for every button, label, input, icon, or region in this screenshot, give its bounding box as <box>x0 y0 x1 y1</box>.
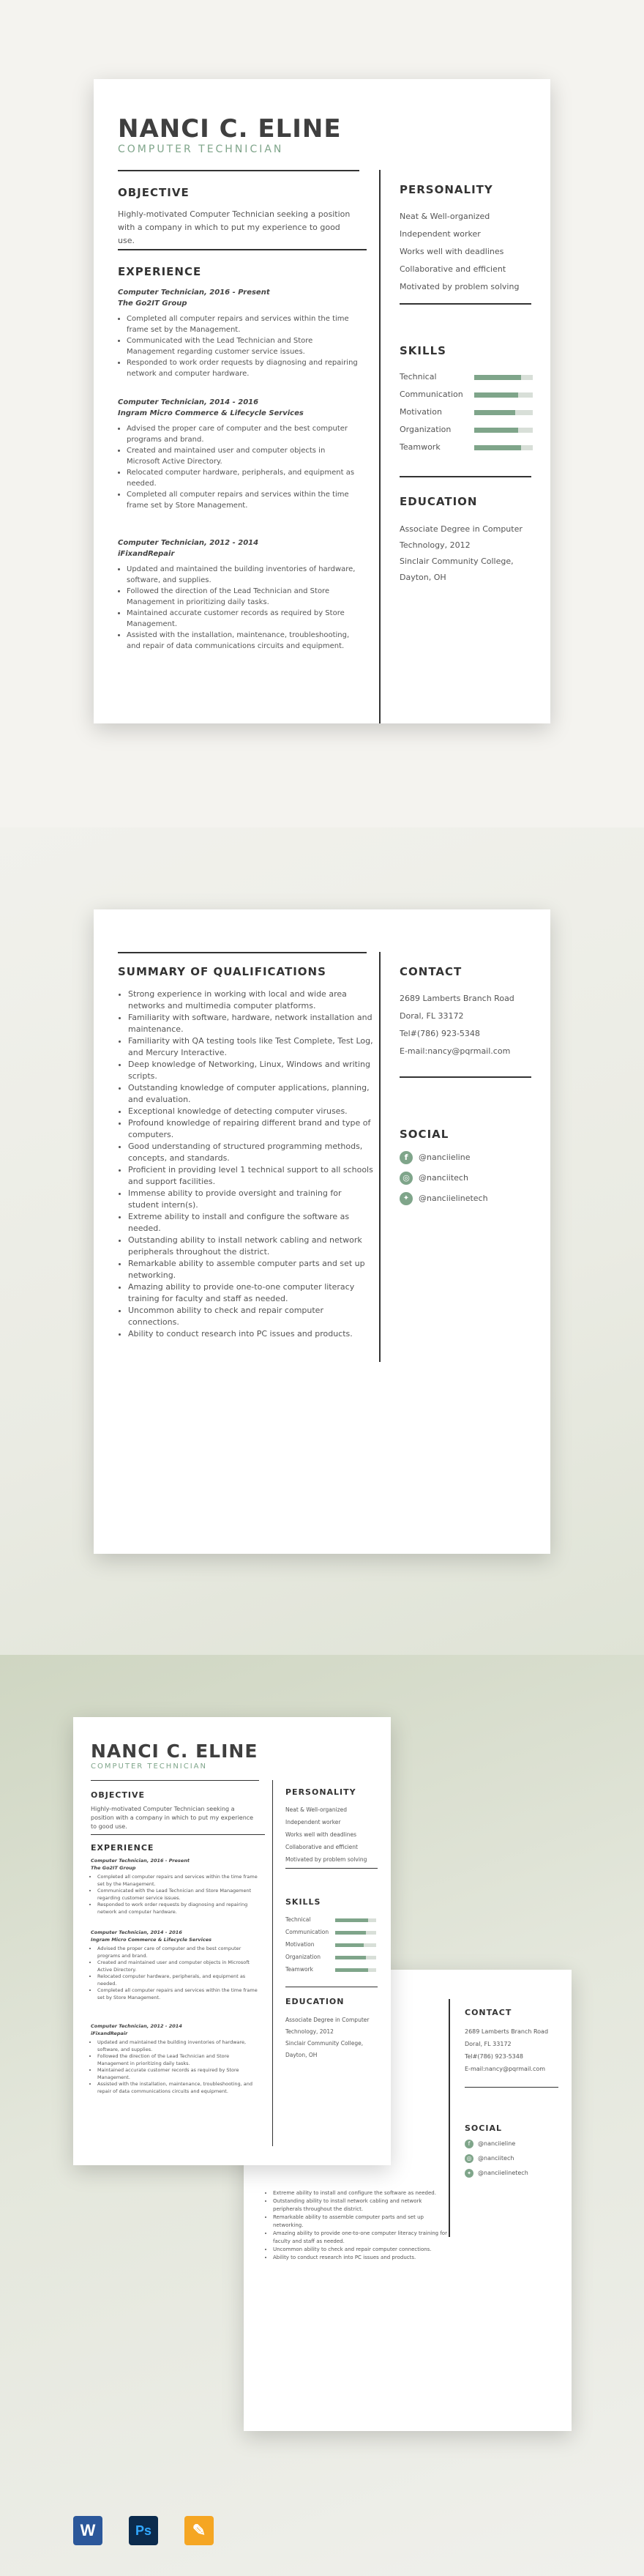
preview-qualifications-list <box>264 2189 452 2262</box>
list-item: • Proficient in providing level 1 technical support to all schools and support facilities. <box>128 1164 373 1188</box>
skill-label: Technical <box>400 372 437 381</box>
list-item: • Relocated computer hardware, peripherals, and equipment as needed. <box>97 1973 261 1987</box>
list-item: • Completed all computer repairs and services within the time frame set by the Management. <box>127 313 359 335</box>
list-item: • Familiarity with software, hardware, network installation and maintenance. <box>128 1012 373 1035</box>
facebook-icon: f <box>400 1151 413 1164</box>
job-bullets <box>91 1874 261 1916</box>
social-handle: @nanciielinetech <box>478 2170 528 2176</box>
list-item: • Deep knowledge of Networking, Linux, Windows and writing scripts. <box>128 1059 373 1082</box>
skills-heading: SKILLS <box>400 344 446 357</box>
personality-list <box>285 1803 388 1866</box>
education-line: Technology, 2012 <box>400 540 471 550</box>
list-item: • Uncommon ability to check and repair computer connections. <box>128 1305 373 1328</box>
instagram-icon: ◎ <box>465 2154 473 2163</box>
social-heading: SOCIAL <box>465 2123 502 2133</box>
list-item: • Outstanding ability to install network cabling and network peripherals throughout the district. <box>128 1235 373 1258</box>
experience-heading: EXPERIENCE <box>91 1843 154 1853</box>
list-item: • Updated and maintained the building inventories of hardware, software, and supplies. <box>97 2039 261 2053</box>
skill-label: Technical <box>285 1916 311 1923</box>
contact-address: 2689 Lamberts Branch Road <box>400 994 514 1003</box>
skill-label: Motivation <box>400 407 442 417</box>
list-item: Works well with deadlines <box>400 247 504 256</box>
skill-bar <box>474 392 533 398</box>
experience-heading: EXPERIENCE <box>118 265 202 278</box>
list-item: Independent worker <box>285 1819 341 1825</box>
list-item: Independent worker <box>400 229 481 239</box>
list-item: • Created and maintained user and computer objects in Microsoft Active Directory. <box>127 445 359 467</box>
contact-address: 2689 Lamberts Branch Road <box>465 2028 549 2035</box>
contact-email: E-mail:nancy@pqrmail.com <box>400 1046 511 1056</box>
job-1 <box>91 1858 261 1916</box>
job-bullets <box>118 564 359 652</box>
list-item: • Remarkable ability to assemble computer parts and set up networking. <box>273 2214 452 2230</box>
contact-phone: Tel#(786) 923-5348 <box>400 1029 480 1038</box>
skill-bar-fill <box>474 375 521 380</box>
qualifications-heading: SUMMARY OF QUALIFICATIONS <box>118 965 326 978</box>
contact-details <box>400 990 543 1060</box>
list-item: • Immense ability to provide oversight and training for student intern(s). <box>128 1188 373 1211</box>
list-item: • Relocated computer hardware, peripherals, and equipment as needed. <box>127 467 359 489</box>
vertical-divider <box>379 170 381 723</box>
list-item: • Profound knowledge of repairing different brand and type of computers. <box>128 1117 373 1141</box>
list-item: • Completed all computer repairs and services within the time frame set by Store Management. <box>127 489 359 511</box>
pages-icon: ✎ <box>184 2516 214 2545</box>
list-item: Collaborative and efficient <box>400 264 506 274</box>
list-item: • Ability to conduct research into PC issues and products. <box>273 2254 452 2262</box>
skills-heading: SKILLS <box>285 1897 321 1907</box>
job-bullets <box>91 2039 261 2095</box>
objective-heading: OBJECTIVE <box>118 186 190 199</box>
contact-details <box>465 2025 567 2075</box>
skill-bar <box>474 428 533 433</box>
divider-education <box>400 476 531 477</box>
job-2 <box>118 397 359 511</box>
resume-page-2 <box>94 909 550 1554</box>
list-item: • Amazing ability to provide one-to-one computer literacy training for faculty and staff as needed. <box>128 1281 373 1305</box>
education-line: Sinclair Community College, <box>285 2040 364 2047</box>
list-item: • Extreme ability to install and configure the software as needed. <box>273 2189 452 2197</box>
skills-list <box>400 372 536 467</box>
skill-label: Teamwork <box>285 1966 313 1973</box>
skill-bar <box>335 1931 376 1935</box>
divider-experience-left <box>91 1834 265 1835</box>
job-3 <box>118 537 359 652</box>
job-title: Computer Technician, 2012 - 2014 <box>91 2023 182 2029</box>
contact-email: E-mail:nancy@pqrmail.com <box>465 2066 546 2072</box>
contact-heading: CONTACT <box>400 965 463 978</box>
skill-bar-fill <box>335 1968 368 1972</box>
job-company: iFixandRepair <box>118 550 175 558</box>
job-2 <box>91 1929 261 2001</box>
objective-text: Highly-motivated Computer Technician seeking a position with a company in which to put my experience to good use. <box>91 1806 254 1830</box>
list-item: Neat & Well-organized <box>400 212 490 221</box>
list-item: Neat & Well-organized <box>285 1806 348 1813</box>
divider-objective <box>118 170 359 171</box>
skill-label: Organization <box>285 1954 321 1960</box>
job-bullets <box>91 1946 261 2001</box>
list-item: • Responded to work order requests by diagnosing and repairing network and computer hardware. <box>127 357 359 379</box>
divider-social <box>465 2087 558 2088</box>
list-item: • Maintained accurate customer records as required by Store Management. <box>97 2067 261 2081</box>
education-heading: EDUCATION <box>400 495 478 508</box>
personality-heading: PERSONALITY <box>285 1787 356 1797</box>
social-handle: @nanciieline <box>478 2140 516 2147</box>
skill-bar-fill <box>335 1931 366 1935</box>
list-item: Collaborative and efficient <box>285 1844 358 1850</box>
personality-heading: PERSONALITY <box>400 183 493 196</box>
skill-bar-fill <box>474 392 518 398</box>
facebook-icon: f <box>465 2140 473 2148</box>
education-line: Technology, 2012 <box>285 2028 334 2035</box>
list-item: • Updated and maintained the building inventories of hardware, software, and supplies. <box>127 564 359 586</box>
list-item: • Completed all computer repairs and services within the time frame set by Store Management. <box>97 1987 261 2001</box>
skill-label: Communication <box>285 1929 329 1935</box>
list-item: • Assisted with the installation, maintenance, troubleshooting, and repair of data communications circuits and equipment. <box>97 2081 261 2095</box>
word-icon: W <box>73 2516 102 2545</box>
photoshop-icon: Ps <box>129 2516 158 2545</box>
objective-text: Highly-motivated Computer Technician seeking a position with a company in which to put my experience to good use. <box>118 209 351 245</box>
resume-title: COMPUTER TECHNICIAN <box>118 144 284 155</box>
job-company: Ingram Micro Commerce & Lifecycle Services <box>118 409 304 417</box>
contact-heading: CONTACT <box>465 2008 512 2017</box>
job-title: Computer Technician, 2014 - 2016 <box>91 1929 182 1935</box>
list-item: Motivated by problem solving <box>285 1856 367 1863</box>
skill-bar <box>335 1943 376 1947</box>
social-heading: SOCIAL <box>400 1128 449 1141</box>
qualifications-list <box>118 989 373 1340</box>
twitter-icon: ✦ <box>465 2169 473 2178</box>
personality-list <box>400 208 539 296</box>
social-handle: @nanciielinetech <box>419 1194 488 1203</box>
contact-city: Doral, FL 33172 <box>400 1011 464 1021</box>
divider-skills <box>285 1868 378 1869</box>
skill-bar-fill <box>474 445 521 450</box>
list-item: • Advised the proper care of computer and the best computer programs and brand. <box>97 1946 261 1959</box>
job-company: iFixandRepair <box>91 2030 128 2036</box>
objective-heading: OBJECTIVE <box>91 1790 146 1800</box>
job-title: Computer Technician, 2016 - Present <box>91 1858 190 1864</box>
list-item: • Maintained accurate customer records as required by Store Management. <box>127 608 359 630</box>
resume-page-1 <box>94 79 550 723</box>
divider-skills <box>400 303 531 305</box>
skill-bar <box>474 410 533 415</box>
job-3 <box>91 2023 261 2095</box>
twitter-icon: ✦ <box>400 1192 413 1205</box>
list-item: • Amazing ability to provide one-to-one computer literacy training for faculty and staff as needed. <box>273 2230 452 2246</box>
education-line: Associate Degree in Computer <box>400 524 523 534</box>
skill-bar <box>335 1918 376 1922</box>
list-item: Works well with deadlines <box>285 1831 357 1838</box>
contact-phone: Tel#(786) 923-5348 <box>465 2053 523 2060</box>
skill-bar <box>474 375 533 380</box>
skill-label: Teamwork <box>400 442 441 452</box>
list-item: • Created and maintained user and computer objects in Microsoft Active Directory. <box>97 1959 261 1973</box>
skill-bar-fill <box>335 1943 364 1947</box>
skill-bar-fill <box>474 410 515 415</box>
education-text <box>400 521 539 586</box>
list-item: • Remarkable ability to assemble computer parts and set up networking. <box>128 1258 373 1281</box>
list-item: • Responded to work order requests by diagnosing and repairing network and computer hardware. <box>97 1902 261 1916</box>
education-line: Associate Degree in Computer <box>285 2017 370 2023</box>
vertical-divider <box>272 1780 273 2146</box>
job-1 <box>118 287 359 379</box>
social-handle: @nanciieline <box>419 1153 471 1162</box>
list-item: • Outstanding ability to install network cabling and network peripherals throughout the district. <box>273 2197 452 2214</box>
job-title: Computer Technician, 2016 - Present <box>118 289 270 297</box>
list-item: • Assisted with the installation, maintenance, troubleshooting, and repair of data communications circuits and equipment. <box>127 630 359 652</box>
job-bullets <box>118 313 359 379</box>
list-item: Motivated by problem solving <box>400 282 520 291</box>
job-company: The Go2IT Group <box>91 1864 136 1871</box>
education-line: Dayton, OH <box>285 2052 318 2058</box>
skill-bar <box>335 1956 376 1959</box>
job-company: Ingram Micro Commerce & Lifecycle Services <box>91 1936 212 1943</box>
list-item: • Completed all computer repairs and services within the time frame set by the Management. <box>97 1874 261 1888</box>
skill-bar <box>335 1968 376 1972</box>
list-item: • Followed the direction of the Lead Technician and Store Management in prioritizing daily tasks. <box>127 586 359 608</box>
skills-list <box>285 1916 388 1982</box>
divider-objective <box>91 1780 259 1781</box>
job-title: Computer Technician, 2012 - 2014 <box>118 539 259 547</box>
list-item: • Extreme ability to install and configure the software as needed. <box>128 1211 373 1235</box>
education-heading: EDUCATION <box>285 1997 345 2006</box>
list-item: • Ability to conduct research into PC issues and products. <box>128 1328 373 1340</box>
list-item: • Strong experience in working with local and wide area networks and multimedia computer platforms. <box>128 989 373 1012</box>
list-item: • Uncommon ability to check and repair computer connections. <box>273 2246 452 2254</box>
skill-label: Communication <box>400 390 463 399</box>
education-line: Dayton, OH <box>400 573 446 582</box>
social-handle: @nanciitech <box>478 2155 514 2162</box>
list-item: • Good understanding of structured programming methods, concepts, and standards. <box>128 1141 373 1164</box>
list-item: • Communicated with the Lead Technician and Store Management regarding customer service issues. <box>97 1888 261 1902</box>
skill-bar <box>474 445 533 450</box>
resume-title: COMPUTER TECHNICIAN <box>91 1762 207 1771</box>
skill-bar-fill <box>474 428 518 433</box>
list-item: • Exceptional knowledge of detecting computer viruses. <box>128 1106 373 1117</box>
list-item: • Outstanding knowledge of computer applications, planning, and evaluation. <box>128 1082 373 1106</box>
divider-qualifications <box>118 952 367 953</box>
divider-experience-left <box>118 249 367 250</box>
skill-label: Motivation <box>285 1941 315 1948</box>
list-item: • Familiarity with QA testing tools like Test Complete, Test Log, and Mercury Interactive. <box>128 1035 373 1059</box>
resume-name: NANCI C. ELINE <box>91 1741 258 1762</box>
contact-city: Doral, FL 33172 <box>465 2041 512 2047</box>
job-title: Computer Technician, 2014 - 2016 <box>118 398 259 406</box>
resume-name: NANCI C. ELINE <box>118 114 342 144</box>
skill-bar-fill <box>335 1956 366 1959</box>
list-item: • Advised the proper care of computer and the best computer programs and brand. <box>127 423 359 445</box>
list-item: • Followed the direction of the Lead Technician and Store Management in prioritizing daily tasks. <box>97 2053 261 2067</box>
skill-label: Organization <box>400 425 452 434</box>
skill-bar-fill <box>335 1918 368 1922</box>
vertical-divider <box>379 952 381 1362</box>
list-item: • Communicated with the Lead Technician and Store Management regarding customer service issues. <box>127 335 359 357</box>
job-bullets <box>118 423 359 511</box>
education-line: Sinclair Community College, <box>400 556 514 566</box>
instagram-icon: ◎ <box>400 1172 413 1185</box>
preview-page-1 <box>73 1717 391 2165</box>
job-company: The Go2IT Group <box>118 299 187 308</box>
education-text <box>285 2014 388 2061</box>
social-handle: @nanciitech <box>419 1173 468 1183</box>
divider-social <box>400 1076 531 1078</box>
